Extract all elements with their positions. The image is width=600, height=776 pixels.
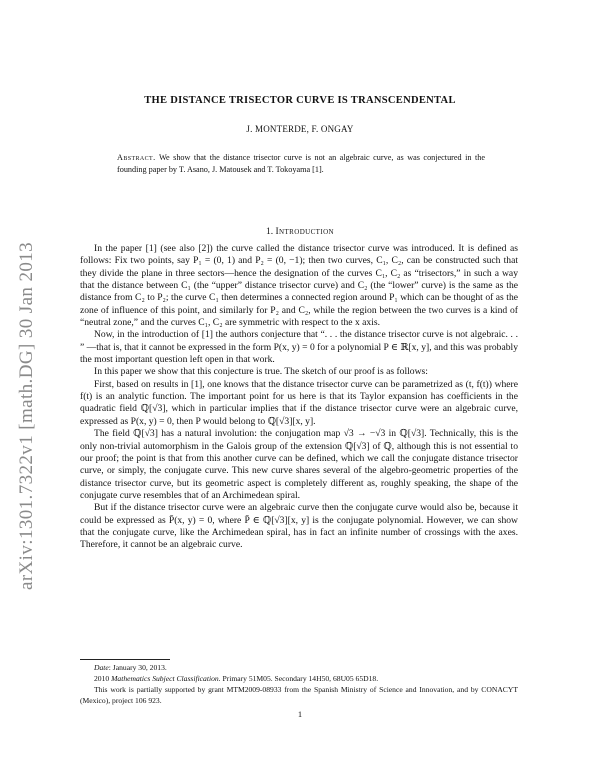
section-body <box>80 243 518 552</box>
footnote-msc <box>80 673 518 684</box>
paragraph-6: But if the distance trisector curve were an algebraic curve then the conjugate curve would also be, because it could be expressed as P̄(x, y) = 0, where P̄ ∈ ℚ[√3][x, y] is the conjugate polynomial. However, we can show that the conjugate curve, like the Archimedean spiral, has in fact an infinite number of crossings with the axes. Therefore, it cannot be an algebraic curve. <box>80 502 518 551</box>
section-heading <box>80 227 520 237</box>
arxiv-identifier-stamp: arXiv:1301.7322v1 [math.DG] 30 Jan 2013 <box>16 241 37 590</box>
paragraph-1: In the paper [1] (see also [2]) the curve called the distance trisector curve was introduced. It is defined as follows: Fix two points, say P₁ = (0, 1) and P₂ = (0, −1); then two curves, C₁, C₂, can be constructed such that they divide the plane in three sectors—hence the designation of the curves C₁, C₂ as “trisectors,” in such a way that the distance between C₁ (the “upper” distance trisector curve) and C₂ (the “lower” curve) is the same as the distance from C₂ to P₂; the curve C₁ then determines a connected region around P₁ which can be thought of as the zone of influence of this point, and similarly for P₂ and C₂, while the region between the two curves is a kind of “neutral zone,” and the curves C₁, C₂ are symmetric with respect to the x axis. <box>80 243 518 329</box>
section-number: 1. <box>265 227 274 237</box>
footnote-msc-prefix: 2010 <box>94 674 112 683</box>
paper-authors: J. MONTERDE, F. ONGAY <box>246 124 354 134</box>
footnote-support: This work is partially supported by grant MTM2009-08933 from the Spanish Ministry of Science and Innovation, and by CONACYT (Mexico), project 106 923. <box>80 685 518 705</box>
paper-title: THE DISTANCE TRISECTOR CURVE IS TRANSCENDENTAL <box>144 95 456 106</box>
page-number: 1 <box>297 709 303 719</box>
footnote-date-value: : January 30, 2013. <box>108 663 167 672</box>
paragraph-3: In this paper we show that this conjecture is true. The sketch of our proof is as follows: <box>94 366 428 378</box>
paragraph-2: Now, in the introduction of [1] the authors conjecture that “. . . the distance trisector curve is not algebraic. . . ” —that is, that it cannot be expressed in the form P(x, y) = 0 for a polynomial P ∈ ℝ[x, y], and this was probably the most important question left open in that work. <box>80 329 518 366</box>
footnote-rule <box>80 659 170 660</box>
paragraph-5: The field ℚ[√3] has a natural involution: the conjugation map √3 → −√3 in ℚ[√3]. Technically, this is the only non-trivial automorphism in the Galois group of the extension ℚ[√3] of ℚ, although this is not essential to our proof; the point is that from this another curve can be defined, which we call the conjugate distance trisector curve, or simply, the conjugate curve. This new curve shares several of the algebro-geometric properties of the distance trisector curve, but its geometric aspect is completely different as, roughly speaking, the shape of the conjugate curve resembles that of an Archimedean spiral. <box>80 428 518 501</box>
abstract-label: Abstract. <box>117 153 156 162</box>
footnote-msc-label: Mathematics Subject Classification. <box>111 674 221 683</box>
footnotes <box>80 662 518 706</box>
abstract-text: We show that the distance trisector curve is not an algebraic curve, as was conjectured in the founding paper by T. Asano, J. Matousek and T. Tokoyama [1]. <box>117 153 485 174</box>
footnote-date-label: Date <box>94 663 109 672</box>
section-title: Introduction <box>275 227 334 237</box>
footnote-date <box>80 662 518 673</box>
footnote-msc-value: Primary 51M05. Secondary 14H50, 68U05 65D18. <box>220 674 379 683</box>
paragraph-4: First, based on results in [1], one knows that the distance trisector curve can be parametrized as (t, f(t)) where f(t) is an analytic function. The important point for us here is that its Taylor expansion has coefficients in the quadratic field ℚ[√3], which in particular implies that if the distance trisector curve were an algebraic curve, expressed as P(x, y) = 0, then P would belong to ℚ[√3][x, y]. <box>80 378 518 427</box>
abstract <box>117 152 485 176</box>
